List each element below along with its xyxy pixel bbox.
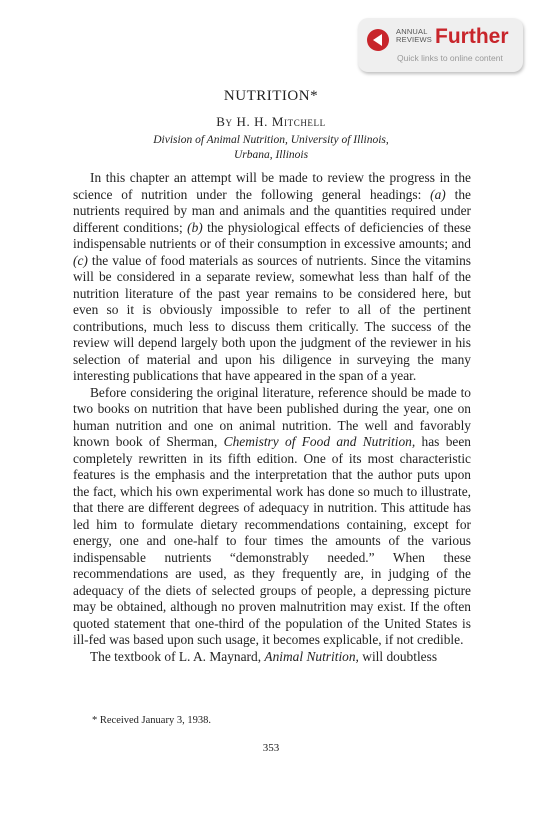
italic-text: (a) <box>430 186 446 202</box>
article-body <box>73 170 471 665</box>
italic-text: (b) <box>187 219 203 235</box>
logo-line-annual: ANNUAL <box>396 27 428 36</box>
affiliation-line: Urbana, Illinois <box>233 149 309 161</box>
italic-text: Chemistry of Food and Nutrition, <box>223 434 416 449</box>
text-run: The textbook of L. A. Maynard, <box>90 648 265 664</box>
text-run: will doubtless <box>358 648 438 664</box>
body-paragraph <box>73 385 471 649</box>
author-affiliation <box>0 133 542 163</box>
text-run: has been completely rewritten in its fifth edition. One of its most characteristic features is the emphasis and the interpretation that the author puts upon the fact, which his own experimental work has done so much to illustrate, that there are different degrees of adequacy in nutrition. This attitude has led him to formulate dietary recommendations containing, except for energy, one and one-half to four times the amounts of the various indispensable nutrients “demonstrably needed.” When these recommendations are used, as they frequently are, in judging of the adequacy of the diets of selected groups of people, a depressing picture may be obtained, although no proven malnutrition may exist. If the often quoted statement that one-third of the population of the United States is ill-fed was based upon such usage, it becomes explicable, if not credible. <box>73 434 471 647</box>
page-number: 353 <box>262 742 280 754</box>
annual-reviews-logo <box>396 28 432 44</box>
body-paragraph <box>73 170 471 385</box>
text-run: Before considering the original literature, reference should be made to two books on nutrition that have been published during the year, one on human nutrition and one on animal nutrition. The well and favorably known book of Sherman, <box>73 384 471 449</box>
further-banner[interactable] <box>358 18 523 72</box>
italic-text: Animal Nutrition, <box>264 648 359 664</box>
further-label: Further <box>435 25 509 48</box>
text-run: the value of food materials as sources of nutrients. Since the vitamins will be considered in a separate review, somewhat less than half of the nutrition literature of the past year remains to be considered here, but even so it is obviously impossible to refer to all of the pertinent contributions, much less to discuss them critically. The success of the review will depend largely both upon the judgment of the reviewer in his selection of material and upon his diligence in surveying the many interesting publications that have appeared in the span of a year. <box>73 252 471 383</box>
play-icon <box>367 29 389 51</box>
affiliation-line: Division of Animal Nutrition, University of Illinois, <box>153 134 389 146</box>
footnote: * Received January 3, 1938. <box>92 715 211 726</box>
text-run: In this chapter an attempt will be made to review the progress in the science of nutrition under the following general headings: <box>73 170 471 202</box>
article-author: By H. H. Mitchell <box>216 114 326 129</box>
text-run: the nutrients required by man and animals and the quantities required under different conditions; <box>73 186 471 235</box>
italic-text: (c) <box>73 252 88 268</box>
article-title: NUTRITION* <box>223 88 319 104</box>
body-paragraph <box>73 649 471 666</box>
quick-links-tagline: Quick links to online content <box>397 53 503 63</box>
logo-line-reviews: REVIEWS <box>396 35 432 44</box>
text-run: the physiological effects of deficiencies of these indispensable nutrients or of their consumption in excessive amounts; and <box>73 219 471 251</box>
